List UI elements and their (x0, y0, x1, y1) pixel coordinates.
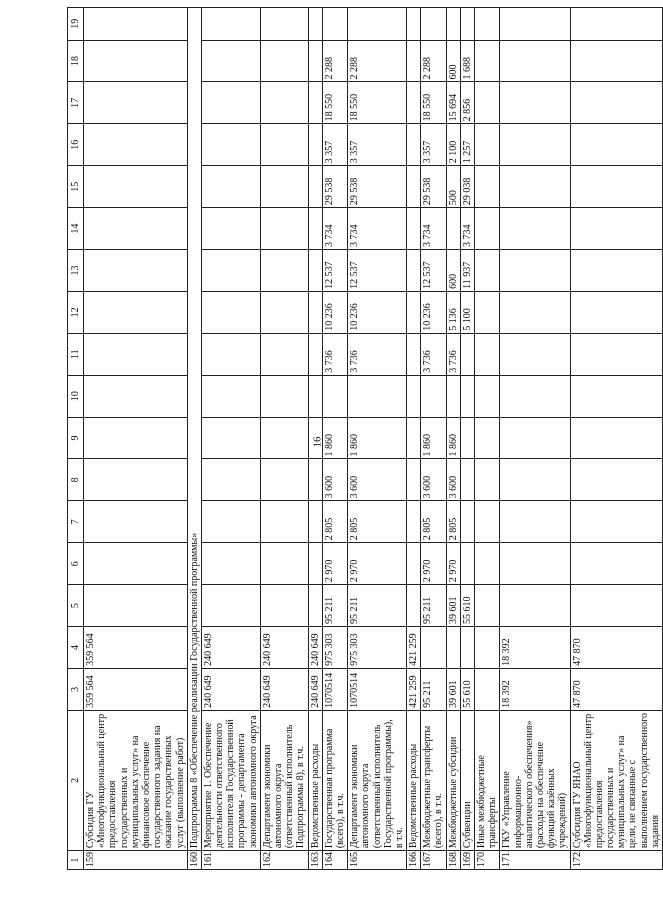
value-cell: 18 550 (348, 82, 407, 124)
value-cell: 10 236 (421, 291, 446, 333)
value-cell: 18 392 (500, 627, 570, 669)
value-cell (475, 543, 500, 585)
row-name: Департамент экономики автономного округа (ответственный исполнитель Государственной программы), в т.ч. (348, 710, 407, 850)
value-cell (570, 417, 663, 459)
row-number: 170. (475, 851, 500, 870)
value-cell (201, 375, 260, 417)
value-cell (308, 166, 322, 208)
value-cell (260, 208, 308, 250)
value-cell (348, 375, 407, 417)
value-cell (201, 208, 260, 250)
table-row (84, 8, 188, 870)
value-cell (407, 417, 421, 459)
table-row (407, 8, 421, 870)
value-cell (475, 208, 500, 250)
row-name: Иные межбюджетные трансферты (475, 710, 500, 850)
value-cell (260, 333, 308, 375)
value-cell (460, 375, 474, 417)
value-cell: 29 538 (348, 166, 407, 208)
value-cell (84, 291, 188, 333)
value-cell (500, 208, 570, 250)
value-cell (475, 291, 500, 333)
value-cell (84, 459, 188, 501)
value-cell (308, 333, 322, 375)
table-row (500, 8, 570, 870)
value-cell (500, 291, 570, 333)
value-cell (308, 291, 322, 333)
value-cell (570, 543, 663, 585)
value-cell (570, 501, 663, 543)
value-cell: 2 288 (421, 40, 446, 82)
value-cell: 421 259 (407, 627, 421, 669)
value-cell (407, 124, 421, 166)
value-cell (308, 82, 322, 124)
value-cell (570, 291, 663, 333)
value-cell (260, 166, 308, 208)
row-name: Субсидия ГУ «Многофункциональный центр предоставления государственных и муниципальных услуг» на финансовое обеспечение государственного задания на оказание государственных услуг (выполнение работ) (84, 710, 188, 850)
value-cell: 975 303 (348, 627, 407, 669)
value-cell (201, 417, 260, 459)
value-cell (475, 124, 500, 166)
column-number: 19 (68, 8, 84, 41)
table-row (348, 8, 407, 870)
value-cell (570, 333, 663, 375)
value-cell: 600 (446, 40, 460, 82)
value-cell: 55 610 (460, 668, 474, 710)
value-cell: 95 211 (421, 585, 446, 627)
value-cell (308, 459, 322, 501)
value-cell: 47 870 (570, 668, 663, 710)
value-cell: 240 649 (201, 627, 260, 669)
value-cell (201, 501, 260, 543)
table-row (460, 8, 474, 870)
value-cell (475, 250, 500, 292)
value-cell (84, 166, 188, 208)
value-cell (201, 40, 260, 82)
value-cell (308, 375, 322, 417)
value-cell (308, 8, 322, 41)
column-number: 1 (68, 851, 84, 870)
value-cell (570, 208, 663, 250)
value-cell (201, 585, 260, 627)
column-number: 17 (68, 82, 84, 124)
value-cell (84, 250, 188, 292)
value-cell: 2 856 (460, 82, 474, 124)
value-cell (308, 40, 322, 82)
value-cell: 18 392 (500, 668, 570, 710)
value-cell (201, 250, 260, 292)
value-cell (500, 250, 570, 292)
value-cell (308, 208, 322, 250)
value-cell: 11 937 (460, 250, 474, 292)
value-cell (84, 40, 188, 82)
rotated-table-container (67, 7, 661, 870)
value-cell: 2 970 (322, 543, 347, 585)
value-cell (460, 8, 474, 41)
row-name: Межбюджетные субсидии (446, 710, 460, 850)
value-cell: 240 649 (260, 627, 308, 669)
value-cell (500, 501, 570, 543)
table-row (260, 8, 308, 870)
value-cell (570, 8, 663, 41)
column-number: 8 (68, 459, 84, 501)
value-cell (475, 668, 500, 710)
value-cell (260, 40, 308, 82)
value-cell (84, 375, 188, 417)
column-number: 10 (68, 375, 84, 417)
value-cell (570, 375, 663, 417)
table-row (421, 8, 446, 870)
value-cell (84, 124, 188, 166)
value-cell: 29 038 (460, 166, 474, 208)
value-cell: 3 357 (348, 124, 407, 166)
value-cell: 3 734 (322, 208, 347, 250)
value-cell (407, 501, 421, 543)
value-cell (570, 82, 663, 124)
value-cell (308, 250, 322, 292)
value-cell (407, 459, 421, 501)
row-number: 161. (201, 851, 260, 870)
value-cell (84, 333, 188, 375)
subprogram-title: Подпрограмма 8 «Обеспечение реализации Государственной программы» (187, 8, 201, 851)
value-cell: 240 649 (308, 668, 322, 710)
value-cell (460, 417, 474, 459)
row-number: 160. (187, 851, 201, 870)
value-cell: 18 550 (421, 82, 446, 124)
value-cell (201, 543, 260, 585)
value-cell (407, 250, 421, 292)
value-cell (460, 333, 474, 375)
value-cell (500, 585, 570, 627)
row-name: Ведомственные расходы (308, 710, 322, 850)
row-name: Субвенции (460, 710, 474, 850)
value-cell: 3 600 (446, 459, 460, 501)
value-cell: 5 100 (460, 291, 474, 333)
value-cell (201, 124, 260, 166)
value-cell (570, 124, 663, 166)
value-cell: 18 550 (322, 82, 347, 124)
value-cell (84, 208, 188, 250)
value-cell: 975 303 (322, 627, 347, 669)
value-cell: 1070514 (348, 668, 407, 710)
value-cell (446, 375, 460, 417)
value-cell (407, 40, 421, 82)
value-cell: 600 (446, 250, 460, 292)
value-cell: 1 257 (460, 124, 474, 166)
row-name: Ведомственные расходы (407, 710, 421, 850)
value-cell (570, 250, 663, 292)
column-number-header (68, 8, 84, 870)
value-cell: 2 805 (421, 501, 446, 543)
value-cell: 3 357 (421, 124, 446, 166)
column-number: 3 (68, 668, 84, 710)
column-number: 9 (68, 417, 84, 459)
value-cell: 2 970 (446, 543, 460, 585)
value-cell (446, 208, 460, 250)
value-cell: 47 870 (570, 627, 663, 669)
value-cell (407, 82, 421, 124)
value-cell: 1 860 (421, 417, 446, 459)
value-cell (475, 333, 500, 375)
value-cell: 2 970 (348, 543, 407, 585)
value-cell: 2 288 (348, 40, 407, 82)
value-cell (260, 501, 308, 543)
value-cell (201, 166, 260, 208)
value-cell (201, 333, 260, 375)
row-name: Мероприятие 1. Обеспечение деятельности ответственного исполнителя Государственной программы - департамента экономики автономного округа (201, 710, 260, 850)
value-cell (475, 501, 500, 543)
table-row (308, 8, 322, 870)
value-cell (460, 501, 474, 543)
value-cell: 12 537 (421, 250, 446, 292)
value-cell (475, 40, 500, 82)
table-row (187, 8, 201, 870)
column-number: 18 (68, 40, 84, 82)
column-number: 15 (68, 166, 84, 208)
value-cell: 1 688 (460, 40, 474, 82)
row-number: 171. (500, 851, 570, 870)
value-cell (260, 417, 308, 459)
value-cell (475, 166, 500, 208)
row-number: 167. (421, 851, 446, 870)
value-cell: 15 694 (446, 82, 460, 124)
value-cell (407, 375, 421, 417)
value-cell: 95 211 (421, 668, 446, 710)
value-cell (407, 208, 421, 250)
value-cell (201, 459, 260, 501)
value-cell: 3 736 (322, 333, 347, 375)
value-cell (460, 459, 474, 501)
table-row (446, 8, 460, 870)
value-cell: 3 600 (322, 459, 347, 501)
value-cell (84, 8, 188, 41)
value-cell: 12 537 (348, 250, 407, 292)
value-cell (260, 250, 308, 292)
value-cell: 10 236 (322, 291, 347, 333)
value-cell (475, 585, 500, 627)
row-number: 169. (460, 851, 474, 870)
page-number: 16 (311, 436, 324, 448)
value-cell (460, 627, 474, 669)
row-name: Департамент экономики автономного округа (ответственный исполнитель Подпрограммы 8), в т.ч. (260, 710, 308, 850)
row-number: 172. (570, 851, 663, 870)
column-number: 4 (68, 627, 84, 669)
value-cell (308, 417, 322, 459)
value-cell (407, 333, 421, 375)
column-number: 12 (68, 291, 84, 333)
value-cell (260, 585, 308, 627)
column-number: 13 (68, 250, 84, 292)
value-cell (407, 166, 421, 208)
table-row (201, 8, 260, 870)
value-cell (500, 8, 570, 41)
column-number: 16 (68, 124, 84, 166)
value-cell: 3 734 (421, 208, 446, 250)
value-cell (308, 543, 322, 585)
row-number: 165. (348, 851, 407, 870)
value-cell: 3 357 (322, 124, 347, 166)
row-number: 168. (446, 851, 460, 870)
column-number: 6 (68, 543, 84, 585)
value-cell: 5 136 (446, 291, 460, 333)
value-cell (570, 585, 663, 627)
value-cell: 1 860 (348, 417, 407, 459)
value-cell (421, 375, 446, 417)
row-number: 163. (308, 851, 322, 870)
value-cell (570, 40, 663, 82)
column-number: 7 (68, 501, 84, 543)
value-cell (84, 82, 188, 124)
value-cell: 3 600 (421, 459, 446, 501)
row-name: Субсидия ГУ ЯНАО «Многофункциональный центр предоставления государственных и муниципальных услуг» на цели, не связанные с выполнением государственного задания (570, 710, 663, 850)
value-cell (500, 417, 570, 459)
value-cell: 240 649 (201, 668, 260, 710)
value-cell: 2 288 (322, 40, 347, 82)
value-cell (500, 543, 570, 585)
value-cell (84, 417, 188, 459)
value-cell (475, 459, 500, 501)
value-cell: 3 736 (446, 333, 460, 375)
value-cell: 2 100 (446, 124, 460, 166)
table-row (475, 8, 500, 870)
value-cell (475, 375, 500, 417)
row-number: 159. (84, 851, 188, 870)
value-cell: 1070514 (322, 668, 347, 710)
value-cell: 421 259 (407, 668, 421, 710)
value-cell (260, 543, 308, 585)
row-name: ГКУ «Управление информационно-аналитического обеспечения» (расходы на обеспечение функций казённых учреждений) (500, 710, 570, 850)
value-cell (570, 166, 663, 208)
value-cell (446, 8, 460, 41)
value-cell (322, 375, 347, 417)
value-cell: 2 970 (421, 543, 446, 585)
value-cell: 3 734 (460, 208, 474, 250)
table-row (570, 8, 663, 870)
value-cell (201, 291, 260, 333)
value-cell: 12 537 (322, 250, 347, 292)
value-cell (322, 8, 347, 41)
value-cell: 500 (446, 166, 460, 208)
column-number: 2 (68, 710, 84, 850)
value-cell: 2 805 (446, 501, 460, 543)
table-body (84, 8, 663, 870)
value-cell (84, 501, 188, 543)
column-number: 11 (68, 333, 84, 375)
value-cell: 240 649 (308, 627, 322, 669)
value-cell (308, 585, 322, 627)
value-cell: 95 211 (348, 585, 407, 627)
value-cell: 1 860 (446, 417, 460, 459)
value-cell: 3 736 (421, 333, 446, 375)
value-cell (348, 8, 407, 41)
value-cell: 10 236 (348, 291, 407, 333)
row-name: Межбюджетные трансферты (всего), в т.ч. (421, 710, 446, 850)
value-cell: 95 211 (322, 585, 347, 627)
value-cell (201, 82, 260, 124)
value-cell (421, 8, 446, 41)
value-cell (500, 166, 570, 208)
value-cell (446, 627, 460, 669)
row-name: Государственная программа (всего), в т.ч. (322, 710, 347, 850)
value-cell (500, 40, 570, 82)
value-cell (308, 124, 322, 166)
value-cell: 359 564 (84, 668, 188, 710)
value-cell (421, 627, 446, 669)
value-cell: 39 601 (446, 668, 460, 710)
value-cell (260, 291, 308, 333)
value-cell (500, 375, 570, 417)
value-cell (500, 82, 570, 124)
value-cell (407, 543, 421, 585)
value-cell: 55 610 (460, 585, 474, 627)
value-cell (407, 291, 421, 333)
value-cell: 1 860 (322, 417, 347, 459)
value-cell (260, 124, 308, 166)
value-cell (407, 585, 421, 627)
table-row (322, 8, 347, 870)
value-cell (260, 8, 308, 41)
value-cell (475, 82, 500, 124)
value-cell (407, 8, 421, 41)
value-cell (201, 8, 260, 41)
value-cell (570, 459, 663, 501)
value-cell (475, 627, 500, 669)
value-cell: 3 600 (348, 459, 407, 501)
value-cell (460, 543, 474, 585)
value-cell: 29 538 (421, 166, 446, 208)
row-number: 166. (407, 851, 421, 870)
value-cell (500, 124, 570, 166)
value-cell (500, 333, 570, 375)
value-cell (308, 501, 322, 543)
value-cell (260, 459, 308, 501)
value-cell: 240 649 (260, 668, 308, 710)
budget-table (67, 7, 663, 870)
value-cell (500, 459, 570, 501)
row-number: 162. (260, 851, 308, 870)
row-number: 164. (322, 851, 347, 870)
value-cell: 3 734 (348, 208, 407, 250)
value-cell (84, 543, 188, 585)
value-cell: 2 805 (348, 501, 407, 543)
value-cell: 29 538 (322, 166, 347, 208)
value-cell: 39 601 (446, 585, 460, 627)
value-cell (475, 417, 500, 459)
column-number: 14 (68, 208, 84, 250)
value-cell (84, 585, 188, 627)
value-cell: 359 564 (84, 627, 188, 669)
value-cell (475, 8, 500, 41)
column-number: 5 (68, 585, 84, 627)
value-cell: 2 805 (322, 501, 347, 543)
value-cell: 3 736 (348, 333, 407, 375)
value-cell (260, 82, 308, 124)
value-cell (260, 375, 308, 417)
